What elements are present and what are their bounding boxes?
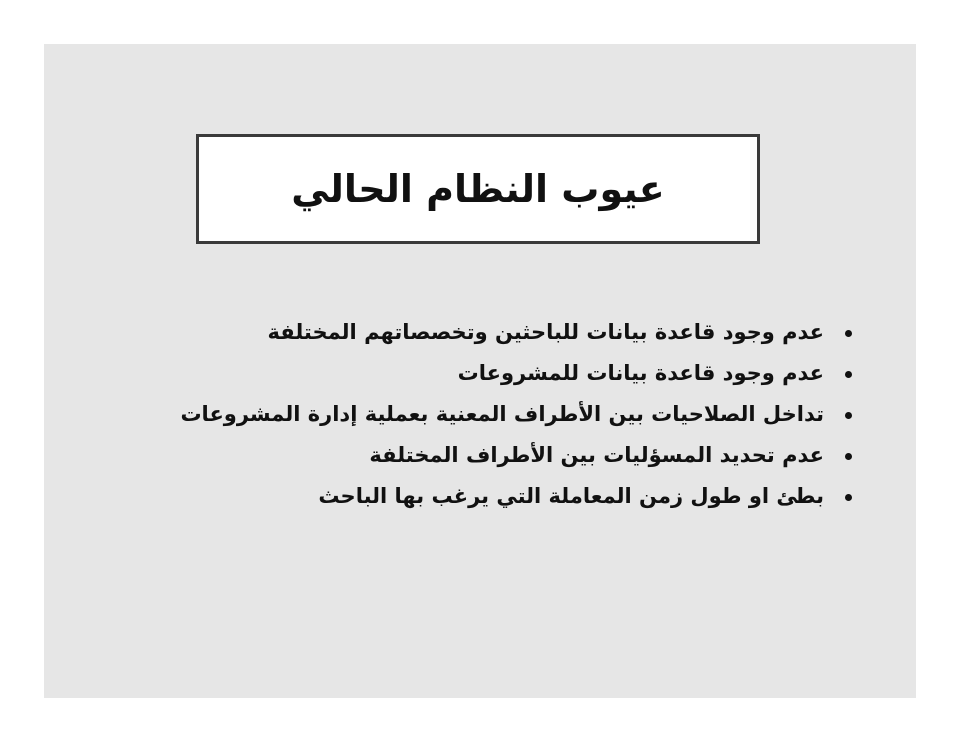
bullet-item xyxy=(180,476,856,517)
slide-title: عيوب النظام الحالي xyxy=(291,167,665,211)
title-box xyxy=(196,134,760,244)
bullet-item xyxy=(180,312,856,353)
bullet-text: عدم تحديد المسؤليات بين الأطراف المختلفة xyxy=(369,443,824,467)
bullet-item xyxy=(180,353,856,394)
bullet-icon xyxy=(845,412,852,419)
bullet-icon xyxy=(845,453,852,460)
slide xyxy=(44,44,916,698)
bullet-text: تداخل الصلاحيات بين الأطراف المعنية بعملية إدارة المشروعات xyxy=(180,402,824,426)
bullet-icon xyxy=(845,330,852,337)
bullet-item xyxy=(180,394,856,435)
bullet-icon xyxy=(845,371,852,378)
bullet-text: عدم وجود قاعدة بيانات للمشروعات xyxy=(457,361,824,385)
bullet-list xyxy=(180,312,856,517)
bullet-icon xyxy=(845,494,852,501)
bullet-item xyxy=(180,435,856,476)
bullet-text: عدم وجود قاعدة بيانات للباحثين وتخصصاتهم المختلفة xyxy=(267,320,824,344)
bullet-text: بطئ او طول زمن المعاملة التي يرغب بها الباحث xyxy=(318,484,824,508)
